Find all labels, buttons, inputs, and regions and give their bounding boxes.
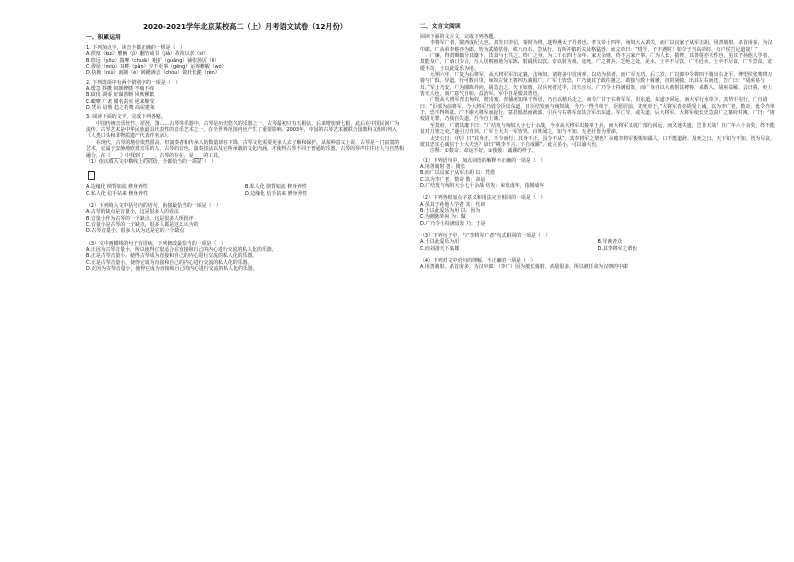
option: C.谬误（miù）耳畔（pàn）少不更事（gēng）运筹帷幄（wò）: [86, 64, 227, 71]
option: D.广乃令士持满毋发 乃：于是: [420, 220, 486, 227]
sub-question: （3）文中画横线的句子有语病，下列修改最恰当的一项是（ ）: [86, 240, 227, 247]
option: A.士以此爱乐为用: [420, 239, 460, 246]
option: B.悠远（yōu）揣摩（chuǎi）粗犷（guǎng）铺张扬厉（lì）: [86, 57, 220, 64]
option: B.而广以良家子从军击胡 以：凭借: [420, 170, 495, 177]
passage-paragraph: 李将军广者，陇西成纪人也。其先曰李信，秦时为将，逐得燕太子丹者也。孝文帝十四年，匈奴大入萧关，而广以良家子从军击胡，用善骑射，杀首虏多，为汉中郎。广从弟李蔡亦为郎，皆为武骑常侍，秩八百石。尝从行，有所冲陷折关及格猛兽，而文帝曰：“惜乎，子不遇时！如令子当高帝时，万户侯岂足道哉！”: [420, 40, 773, 53]
answer-box[interactable]: [88, 171, 95, 180]
option: A.虽其子孙他人学者 其：代词: [420, 201, 486, 208]
doc-title: 2020-2021学年北京某校高二（上）月考语文试卷（12月份）: [143, 22, 347, 31]
option: C.瞰嘹 广袤 循名责实 逆来顺受: [86, 98, 155, 105]
passage-paragraph: 太史公曰：《传》曰“其身正，不令而行；其身不正，虽令不从”。其李将军之谓也？余睹李将军悛悛如鄙人，口不能道辞。及死之日，天下知与不知，皆为尽哀。彼其忠实心诚信于士大夫也？谚曰“桃李不言，下自成蹊”。此言虽小，可以谕大也。: [420, 135, 775, 148]
option: D.正因为古琴音量小，使得它成为直接和自己的内心进行交流的私人化的乐器。: [86, 265, 258, 272]
option: A.边缘化 倒背如流 修身养性: [86, 184, 148, 191]
sub-question: （2）下列填入文中括号内的语句，衔接最恰当的一项是（ ）: [86, 202, 222, 209]
option: C.正是古琴音量小，使得它成为直接和自己的内心进行交流的私人化的乐器。: [86, 259, 253, 266]
option: B.音量小作为古琴的一个缺点，这是很多人所批评: [86, 215, 194, 222]
left-column: [86, 22, 404, 272]
passage-paragraph: 至莫府，广谓其麾下曰：“广结发与匈奴大小七十余战，今幸从大将军出接单于兵，而大将军又徙广部行回远，而又迷失道，岂非天哉！且广年六十余矣，终不能复对刀笔之吏。”遂引刀自刭。广军士大夫一军皆哭。百姓闻之，知与不知，无老壮皆为垂涕。: [420, 122, 775, 136]
passage-paragraph: 广既从大将军青击匈奴，既出塞，青捕虏知单于所居，乃自以精兵走之，而令广并于右将军军，出东道。东道少回远，而大军行水草少，其势不屯行。广自请曰：“臣部为前将军，今大将军乃徙令臣出东道，且臣结发而与匈奴战，今乃一得当单于，臣愿居前，先死单于。”大将军青亦阴受上诫，以为李广老，数奇，毋令当单于，恐不得所欲。广不谢大将军而起行，意甚愠怒而就部，引兵与右将军食其合军出东道。军亡导，或失道，后大将军。大将军使长史急责广之幕府对簿。广曰：“诸校尉无罪，乃我自失道。吾今自上簿。”: [420, 97, 775, 123]
option: C.以为李广老，数奇 数：命运: [420, 176, 486, 183]
option: A.古琴的缺点是音量小，这是很多人的看法: [86, 209, 179, 216]
option: B.导谀者众: [597, 239, 622, 246]
option: D.边缘化 信手拈来 修身养性: [245, 190, 308, 197]
section-heading: 二、文言文阅读: [420, 24, 461, 30]
section-heading: 一、积累运用: [86, 35, 121, 41]
option: B.砍伐 凋零 好谋善断 风吹柳絮: [86, 92, 155, 99]
option: A.用善骑射 善：擅长: [420, 163, 466, 170]
option: C.音量小是古琴的一个缺点，很多人都是这么认为的: [86, 221, 199, 228]
option: A.揆度（kuí）艘俩（jì）翻竹成书（jiǎ）孜孜以求（sī）: [86, 51, 209, 58]
option: C.为圜陈外向 为：做: [420, 214, 466, 221]
option: D.广结发与匈奴大小七十余战 结发：束发成年，指刚成年: [420, 182, 545, 189]
question-stem: 3. 阅读下面的文字，完成下列各题。: [86, 114, 166, 121]
passage-paragraph: 元朔六年，广复为后将军，从大将军军出定襄，击匈奴。诸将多中首虏率，以功为侯者，而广军无功。后二岁，广以郎中令将四千骑出右北平，博望侯张骞将万骑与广俱，异道。行可数百里，匈奴左贤王将四万骑围广，广军士皆恐，广乃使其子敢往驰之。敢独与数十骑驰，直贯胡骑，出其左右而还，告广曰：“胡虏易与耳。”军士乃安。广为圜陈外向，胡急击之，矢下如雨。汉兵死者过半，汉矢且尽。广乃令士持满毋发，而广身自以大黄射其裨将，杀数人，胡虏益解。会日暮，吏士皆无人色，而广意气自如，益治军。军中自是服其勇也。: [420, 72, 773, 98]
option: C.而刘备天下枭雄: [420, 245, 460, 252]
sub-question: （1）依次填入文中横线上的词语，全都恰当的一项是（ ）: [86, 158, 217, 165]
passage-paragraph: 中国传统音乐丝竹、琵琶、箫……古琴等乐器中，古琴是历史悠久的乐器之一。古琴最初只有五根弦，后来增加到七根，此后在中国民间广为流传。古琴艺术是中华民族最具代表性的音乐艺术之一，在全世界范围内也产生了重要影响。2003年，中国的古琴艺术被联合国教科文组织列入《人类口头和非物质遗产代表作名录》。: [86, 120, 400, 140]
option: D.古琴音量小，很多人认为这是它的一个缺点: [86, 228, 185, 235]
option: A.正因为古琴音量小，所以使得它很适合在直接和自己的内心进行交流的私人化的乐器。: [86, 246, 277, 253]
option: B.正是古琴音量小，使得古琴成为直接和自己的内心进行交流的私人化的乐器。: [86, 253, 258, 260]
option: B.私人化 倒背如流 修身养性: [245, 184, 307, 191]
option: D.执拗（niù）遏制（è）踌躇满志（chóu）敛衽长跪（rèn）: [86, 70, 220, 77]
passage-paragraph: 在现代，古琴的地位依然很高，但演奏者和传承人的数量却在下降，古琴文化需要更多人去了解和保护。从某种意义上说，古琴是一门寂寞的艺术，它属于安静地欣赏音乐的人，古琴的音色、演奏技法以及它所承载的文化内涵，才使得古琴不同于普通的乐器。古琴的琴声往往让人与自然相融合，在《____》中找到了____，古琴的存在，是____的工具。: [86, 139, 404, 159]
sub-question: （2）下列各组加点字意义和用法完全相同的一项是（ ）: [420, 195, 546, 202]
question-stem: 1. 下列加点字，读音全都正确的一组是（ ）: [86, 45, 186, 51]
option: D.凭吊 谙熟 趋之若鹜 高屋建瓴: [86, 105, 155, 112]
sub-question: （1）下列语句中，加点词语的解释不正确的一项是（ ）: [420, 157, 546, 164]
option: C.私人化 信手拈来 修身养性: [86, 190, 148, 197]
option-row: [420, 246, 775, 252]
option: D.其李将军之谓也: [597, 245, 638, 252]
right-column: [420, 22, 775, 271]
sub-question: （4）下列对文中语句的理解，不正确的一项是（ ）: [420, 258, 536, 264]
instruction: 阅读下面的文言文，完成下列各题。: [420, 34, 499, 40]
sub-question: （3）下列句子中，与“李将军广者”句式相同的一项是（ ）: [420, 232, 551, 239]
option: B.士以此爱乐为用 以：因为: [420, 207, 481, 214]
passage-paragraph: 广廉，得赏赐辄分其麾下，饮食与士共之。终广之身，为二千石四十余年，家无余财，终不言家产事。广为人长，猿臂，其善射亦天性也，虽其子孙他人学者，莫能及广。广讷口少言，与人居则画地为军陈，射阔狭以饮。专以射为戏，竟死。广之将兵，乏绝之处，见水，士卒不尽饮，广不近水，士卒不尽食，广不尝食。宽缓不苛，士以此爱乐为用。: [420, 53, 773, 72]
option: A.用善骑射，杀首虏多，为汉中郎：（李广）因为擅长骑射，杀敌很多，所以被任命为汉朝的中郎: [420, 264, 628, 271]
option-row: [86, 191, 404, 197]
annotation: 注释：①数奇：命运不好。②悛悛：诚谨的样子。: [430, 148, 537, 155]
question-stem: 2. 下列选项中有两个错别字的一项是（ ）: [86, 79, 181, 86]
option: A.缓急 抖擞 奴颜婢膝 不痛不痒: [86, 86, 155, 93]
